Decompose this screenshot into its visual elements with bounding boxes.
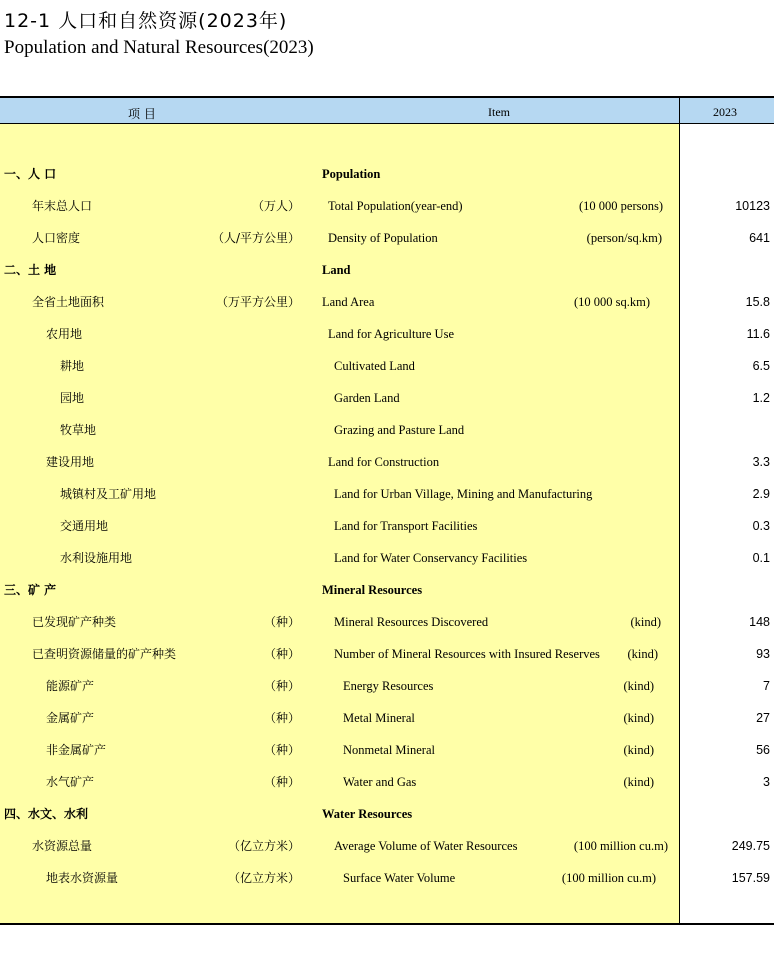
- table-row: [0, 574, 774, 606]
- row-label-english: Mineral Resources: [322, 583, 423, 597]
- header-item-english: Item: [488, 105, 510, 119]
- table-row: [0, 606, 774, 638]
- row-label-chinese: 人口密度: [32, 231, 81, 245]
- row-label-english: Total Population(year-end): [328, 199, 463, 213]
- row-value: 27: [756, 711, 770, 725]
- row-value: 10123: [735, 199, 770, 213]
- row-unit-english: (kind): [623, 679, 654, 693]
- row-unit-chinese: （亿立方米）: [227, 839, 300, 853]
- table-row: [0, 414, 774, 446]
- row-unit-chinese: （种）: [263, 647, 300, 661]
- table-row: [0, 862, 774, 894]
- row-value: 15.8: [745, 295, 770, 309]
- row-label-chinese: 建设用地: [46, 455, 95, 469]
- row-value: 2.9: [752, 487, 770, 501]
- row-value: 6.5: [752, 359, 770, 373]
- row-unit-chinese: （种）: [263, 679, 300, 693]
- table-row: [0, 350, 774, 382]
- row-label-english: Water Resources: [322, 807, 413, 821]
- row-label-english: Land for Urban Village, Mining and Manufacturing: [334, 487, 593, 501]
- row-value: 641: [749, 231, 770, 245]
- table-row: [0, 798, 774, 830]
- row-label-chinese: 地表水资源量: [46, 871, 119, 885]
- row-unit-english: (person/sq.km): [586, 231, 662, 245]
- row-value: 56: [756, 743, 770, 757]
- table-row: [0, 382, 774, 414]
- row-label-english: Grazing and Pasture Land: [334, 423, 465, 437]
- row-label-english: Land Area: [322, 295, 375, 309]
- row-label-english: Land: [322, 263, 351, 277]
- header-item-chinese: 项 目: [128, 107, 156, 121]
- row-value: 0.1: [752, 551, 770, 565]
- row-label-english: Surface Water Volume: [343, 871, 456, 885]
- row-label-english: Energy Resources: [343, 679, 434, 693]
- row-label-chinese: 已发现矿产种类: [32, 615, 117, 629]
- row-label-english: Density of Population: [328, 231, 438, 245]
- row-label-chinese: 非金属矿产: [46, 743, 107, 757]
- row-label-chinese: 水气矿产: [46, 775, 95, 789]
- table-row: [0, 702, 774, 734]
- row-label-chinese: 园地: [60, 391, 85, 405]
- row-label-english: Average Volume of Water Resources: [334, 839, 518, 853]
- row-label-english: Water and Gas: [343, 775, 417, 789]
- table-row: [0, 254, 774, 286]
- row-label-chinese: 耕地: [60, 359, 85, 373]
- row-label-chinese: 二、土 地: [4, 263, 57, 277]
- row-label-english: Garden Land: [334, 391, 400, 405]
- row-value: 148: [749, 615, 770, 629]
- row-value: 3.3: [752, 455, 770, 469]
- row-value: 3: [763, 775, 770, 789]
- page-title-chinese: 12-1 人口和自然资源(2023年): [4, 10, 288, 32]
- row-unit-chinese: （万平方公里）: [215, 295, 300, 309]
- row-value: 93: [756, 647, 770, 661]
- row-value: 0.3: [752, 519, 770, 533]
- row-label-english: Land for Construction: [328, 455, 440, 469]
- row-unit-english: (10 000 persons): [578, 199, 663, 213]
- row-label-english: Population: [322, 167, 381, 181]
- row-value: 157.59: [731, 871, 770, 885]
- row-label-chinese: 水利设施用地: [60, 551, 133, 565]
- row-label-english: Cultivated Land: [334, 359, 415, 373]
- table-row: [0, 670, 774, 702]
- table-row: [0, 638, 774, 670]
- header-year: 2023: [713, 105, 737, 119]
- table-row: [0, 766, 774, 798]
- row-unit-chinese: （人/平方公里）: [211, 231, 300, 245]
- page-title-english: Population and Natural Resources(2023): [4, 37, 314, 58]
- row-unit-english: (kind): [627, 647, 658, 661]
- statistics-table: [0, 96, 774, 926]
- table-row: [0, 318, 774, 350]
- row-label-chinese: 已查明资源储量的矿产种类: [32, 647, 177, 661]
- table-row: [0, 158, 774, 190]
- row-label-english: Land for Transport Facilities: [334, 519, 478, 533]
- row-unit-english: (10 000 sq.km): [573, 295, 650, 309]
- row-unit-chinese: （种）: [263, 711, 300, 725]
- table-header: [0, 96, 774, 124]
- row-unit-chinese: （种）: [263, 775, 300, 789]
- row-label-chinese: 全省土地面积: [32, 295, 105, 309]
- row-label-english: Mineral Resources Discovered: [334, 615, 489, 629]
- row-unit-chinese: （亿立方米）: [227, 871, 300, 885]
- row-label-chinese: 一、人 口: [4, 167, 57, 181]
- row-unit-english: (kind): [623, 743, 654, 757]
- table-row: [0, 190, 774, 222]
- row-label-chinese: 农用地: [46, 327, 83, 341]
- table-row: [0, 510, 774, 542]
- row-label-chinese: 能源矿产: [46, 679, 95, 693]
- table-bottom-rule: [0, 923, 774, 925]
- row-value: 1.2: [752, 391, 770, 405]
- row-unit-english: (kind): [623, 711, 654, 725]
- table-row: [0, 446, 774, 478]
- row-label-chinese: 四、水文、水利: [4, 807, 89, 821]
- row-unit-chinese: （万人）: [251, 199, 300, 213]
- row-value: 7: [763, 679, 770, 693]
- row-label-chinese: 交通用地: [60, 519, 109, 533]
- table-row: [0, 734, 774, 766]
- row-label-english: Land for Agriculture Use: [328, 327, 455, 341]
- row-label-chinese: 三、矿 产: [4, 583, 57, 597]
- table-row: [0, 542, 774, 574]
- table-row: [0, 478, 774, 510]
- row-unit-english: (100 million cu.m): [561, 871, 656, 885]
- row-label-english: Metal Mineral: [343, 711, 415, 725]
- row-label-chinese: 水资源总量: [32, 839, 93, 853]
- row-label-chinese: 金属矿产: [46, 711, 95, 725]
- row-value: 11.6: [746, 327, 770, 341]
- table-row: [0, 830, 774, 862]
- row-value: 249.75: [731, 839, 770, 853]
- row-label-chinese: 城镇村及工矿用地: [60, 487, 157, 501]
- row-label-chinese: 牧草地: [60, 423, 97, 437]
- row-unit-chinese: （种）: [263, 743, 300, 757]
- row-unit-chinese: （种）: [263, 615, 300, 629]
- table-row: [0, 286, 774, 318]
- table-row: [0, 222, 774, 254]
- row-label-english: Nonmetal Mineral: [343, 743, 435, 757]
- row-unit-english: (100 million cu.m): [573, 839, 668, 853]
- row-unit-english: (kind): [623, 775, 654, 789]
- row-label-chinese: 年末总人口: [32, 199, 93, 213]
- row-unit-english: (kind): [630, 615, 661, 629]
- row-label-english: Number of Mineral Resources with Insured Reserves: [334, 647, 600, 661]
- row-label-english: Land for Water Conservancy Facilities: [334, 551, 528, 565]
